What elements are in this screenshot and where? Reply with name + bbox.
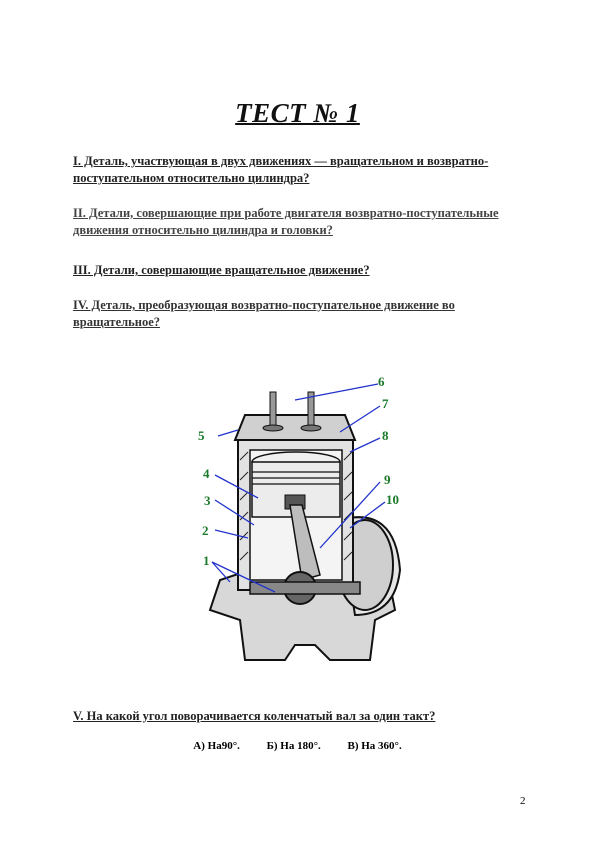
diagram-label-10: 10 — [386, 492, 399, 507]
answer-b: Б) На 180°. — [266, 740, 321, 752]
question-3: III. Детали, совершающие вращательное движение? — [73, 263, 370, 277]
diagram-label-3: 3 — [204, 493, 211, 508]
valve-head-left — [263, 425, 283, 431]
engine-diagram — [190, 370, 420, 670]
valve-head-right — [301, 425, 321, 431]
intake-valve — [270, 392, 276, 427]
diagram-label-7: 7 — [382, 396, 389, 411]
answer-a: А) На90°. — [193, 740, 240, 752]
question-1: I. Деталь, участвующая в двух движениях — вращательном и возвратно-поступательном относительно цилиндра? — [73, 154, 489, 185]
page-title: ТЕСТ № 1 — [235, 98, 360, 128]
diagram-label-4: 4 — [203, 466, 210, 481]
diagram-label-6: 6 — [378, 374, 385, 389]
diagram-label-8: 8 — [382, 428, 389, 443]
question-4: IV. Деталь, преобразующая возвратно-поступательное движение во вращательное? — [73, 298, 455, 329]
diagram-label-2: 2 — [202, 523, 209, 538]
answer-options — [0, 740, 595, 752]
page-number: 2 — [520, 795, 526, 807]
diagram-label-9: 9 — [384, 472, 391, 487]
diagram-label-5: 5 — [198, 428, 205, 443]
diagram-label-1: 1 — [203, 553, 210, 568]
question-2: II. Детали, совершающие при работе двигателя возвратно-поступательные движения относительно цилиндра и головки? — [73, 206, 499, 237]
answer-c: В) На 360°. — [347, 740, 402, 752]
cylinder-head — [235, 415, 355, 440]
question-5: V. На какой угол поворачивается коленчатый вал за один такт? — [73, 709, 436, 723]
